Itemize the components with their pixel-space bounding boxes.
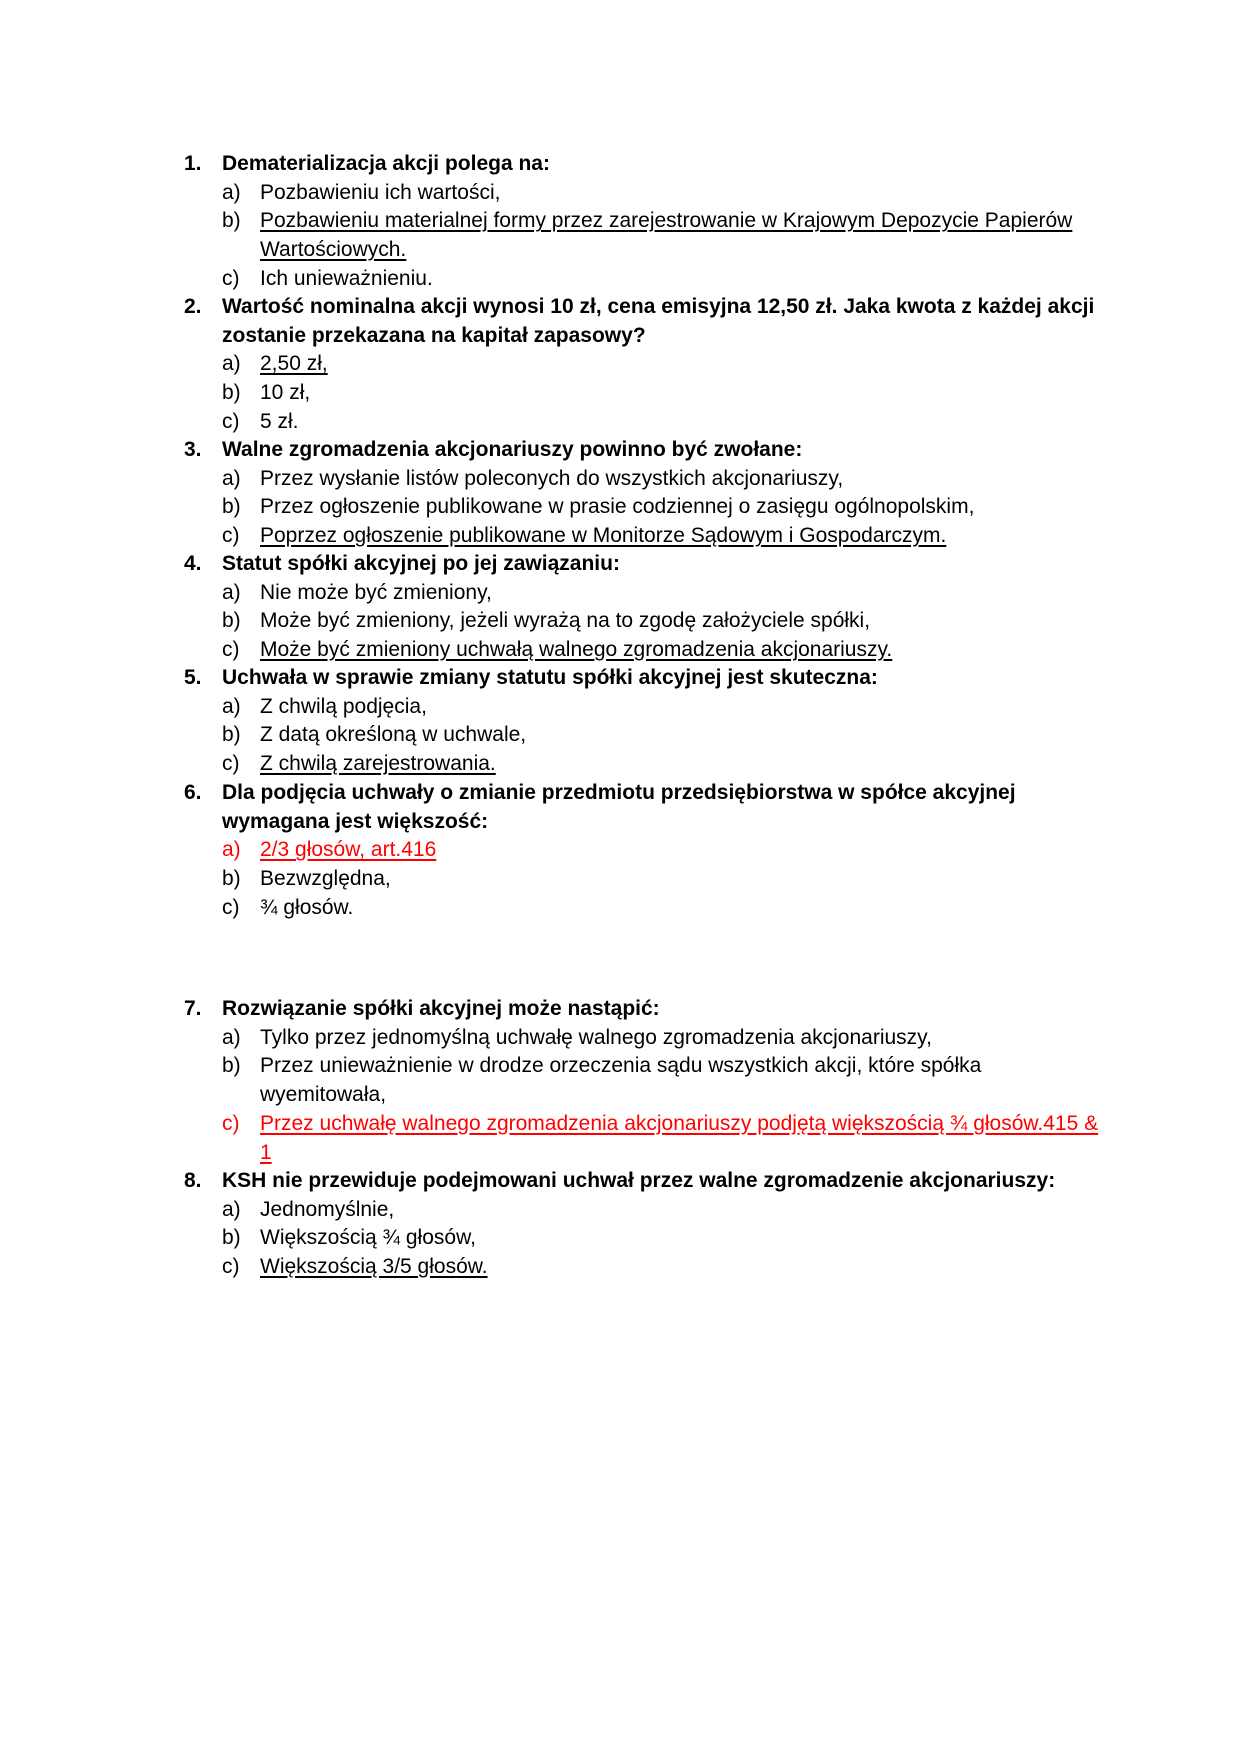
option-letter: a) (222, 838, 241, 862)
option-letter: a) (222, 694, 241, 718)
option-letter: a) (222, 1025, 241, 1049)
option-letter: b) (222, 723, 241, 747)
option-text: Przez unieważnienie w drodze orzeczenia sądu wszystkich akcji, które spółka (260, 1054, 982, 1078)
option-text: Z datą określoną w uchwale, (260, 723, 527, 747)
question-text: wymagana jest większość: (222, 809, 489, 833)
option-text: Nie może być zmieniony, (260, 580, 492, 604)
question-text: Statut spółki akcyjnej po jej zawiązaniu: (222, 552, 620, 575)
option-letter: b) (222, 1226, 241, 1250)
option-text: Z chwilą zarejestrowania. (260, 752, 496, 776)
option-text: 10 zł, (260, 381, 311, 405)
option-letter: c) (222, 638, 240, 662)
option-letter: c) (222, 1255, 240, 1279)
option-letter: c) (222, 1111, 240, 1135)
question-text: Dla podjęcia uchwały o zmianie przedmiotu przedsiębiorstwa w spółce akcyjnej (222, 781, 1016, 804)
option-text: wyemitowała, (260, 1083, 387, 1107)
option-text: Jednomyślnie, (260, 1197, 395, 1221)
option-letter: b) (222, 867, 241, 891)
option-letter: a) (222, 466, 241, 490)
option-letter: c) (222, 266, 240, 290)
question-number: 7. (184, 997, 202, 1020)
option-letter: b) (222, 209, 241, 233)
option-text: Przez uchwałę walnego zgromadzenia akcjonariuszy podjętą większością ¾ głosów.415 & (260, 1111, 1099, 1135)
option-text: 2/3 głosów, art.416 (260, 838, 437, 862)
option-text: 1 (260, 1140, 272, 1164)
option-text: Ich unieważnieniu. (260, 266, 433, 290)
option-letter: a) (222, 352, 241, 376)
option-letter: c) (222, 752, 240, 776)
option-text: ¾ głosów. (260, 895, 354, 919)
option-text: Przez ogłoszenie publikowane w prasie codziennej o zasięgu ogólnopolskim, (260, 495, 975, 519)
option-letter: c) (222, 409, 240, 433)
question-number: 3. (184, 438, 202, 461)
option-text: Większością ¾ głosów, (260, 1226, 476, 1250)
option-text: Może być zmieniony, jeżeli wyrażą na to zgodę założyciele spółki, (260, 609, 871, 633)
question-text: Dematerializacja akcji polega na: (222, 152, 550, 175)
option-text: Przez wysłanie listów poleconych do wszystkich akcjonariuszy, (260, 466, 844, 490)
question-number: 1. (184, 152, 202, 175)
option-text: Pozbawieniu materialnej formy przez zarejestrowanie w Krajowym Depozycie Papierów (260, 209, 1073, 233)
question-text: Rozwiązanie spółki akcyjnej może nastąpić: (222, 997, 660, 1020)
question-number: 2. (184, 295, 202, 318)
option-text: Tylko przez jednomyślną uchwałę walnego zgromadzenia akcjonariuszy, (260, 1025, 932, 1049)
question-number: 6. (184, 781, 202, 804)
option-letter: a) (222, 1197, 241, 1221)
option-text: Większością 3/5 głosów. (260, 1255, 488, 1279)
question-number: 8. (184, 1169, 202, 1192)
option-text: Z chwilą podjęcia, (260, 694, 427, 718)
option-text: Bezwzględna, (260, 867, 391, 891)
question-text: zostanie przekazana na kapitał zapasowy? (222, 323, 646, 347)
option-letter: c) (222, 895, 240, 919)
option-letter: b) (222, 381, 241, 405)
question-number: 5. (184, 666, 202, 689)
option-text: Wartościowych. (260, 238, 407, 262)
option-text: Pozbawieniu ich wartości, (260, 180, 501, 204)
option-letter: a) (222, 580, 241, 604)
question-text: Uchwała w sprawie zmiany statutu spółki akcyjnej jest skuteczna: (222, 666, 878, 689)
question-text: KSH nie przewiduje podejmowani uchwał przez walne zgromadzenie akcjonariuszy: (222, 1169, 1056, 1192)
question-number: 4. (184, 552, 202, 575)
option-text: 5 zł. (260, 409, 299, 433)
option-letter: a) (222, 180, 241, 204)
option-letter: b) (222, 609, 241, 633)
option-letter: b) (222, 1054, 241, 1078)
question-text: Walne zgromadzenia akcjonariuszy powinno być zwołane: (222, 438, 803, 461)
question-text: Wartość nominalna akcji wynosi 10 zł, cena emisyjna 12,50 zł. Jaka kwota z każdej akcji (222, 295, 1095, 318)
option-letter: b) (222, 495, 241, 519)
option-letter: c) (222, 524, 240, 548)
option-text: Może być zmieniony uchwałą walnego zgromadzenia akcjonariuszy. (260, 638, 893, 662)
option-text: 2,50 zł, (260, 352, 328, 376)
option-text: Poprzez ogłoszenie publikowane w Monitorze Sądowym i Gospodarczym. (260, 524, 947, 548)
